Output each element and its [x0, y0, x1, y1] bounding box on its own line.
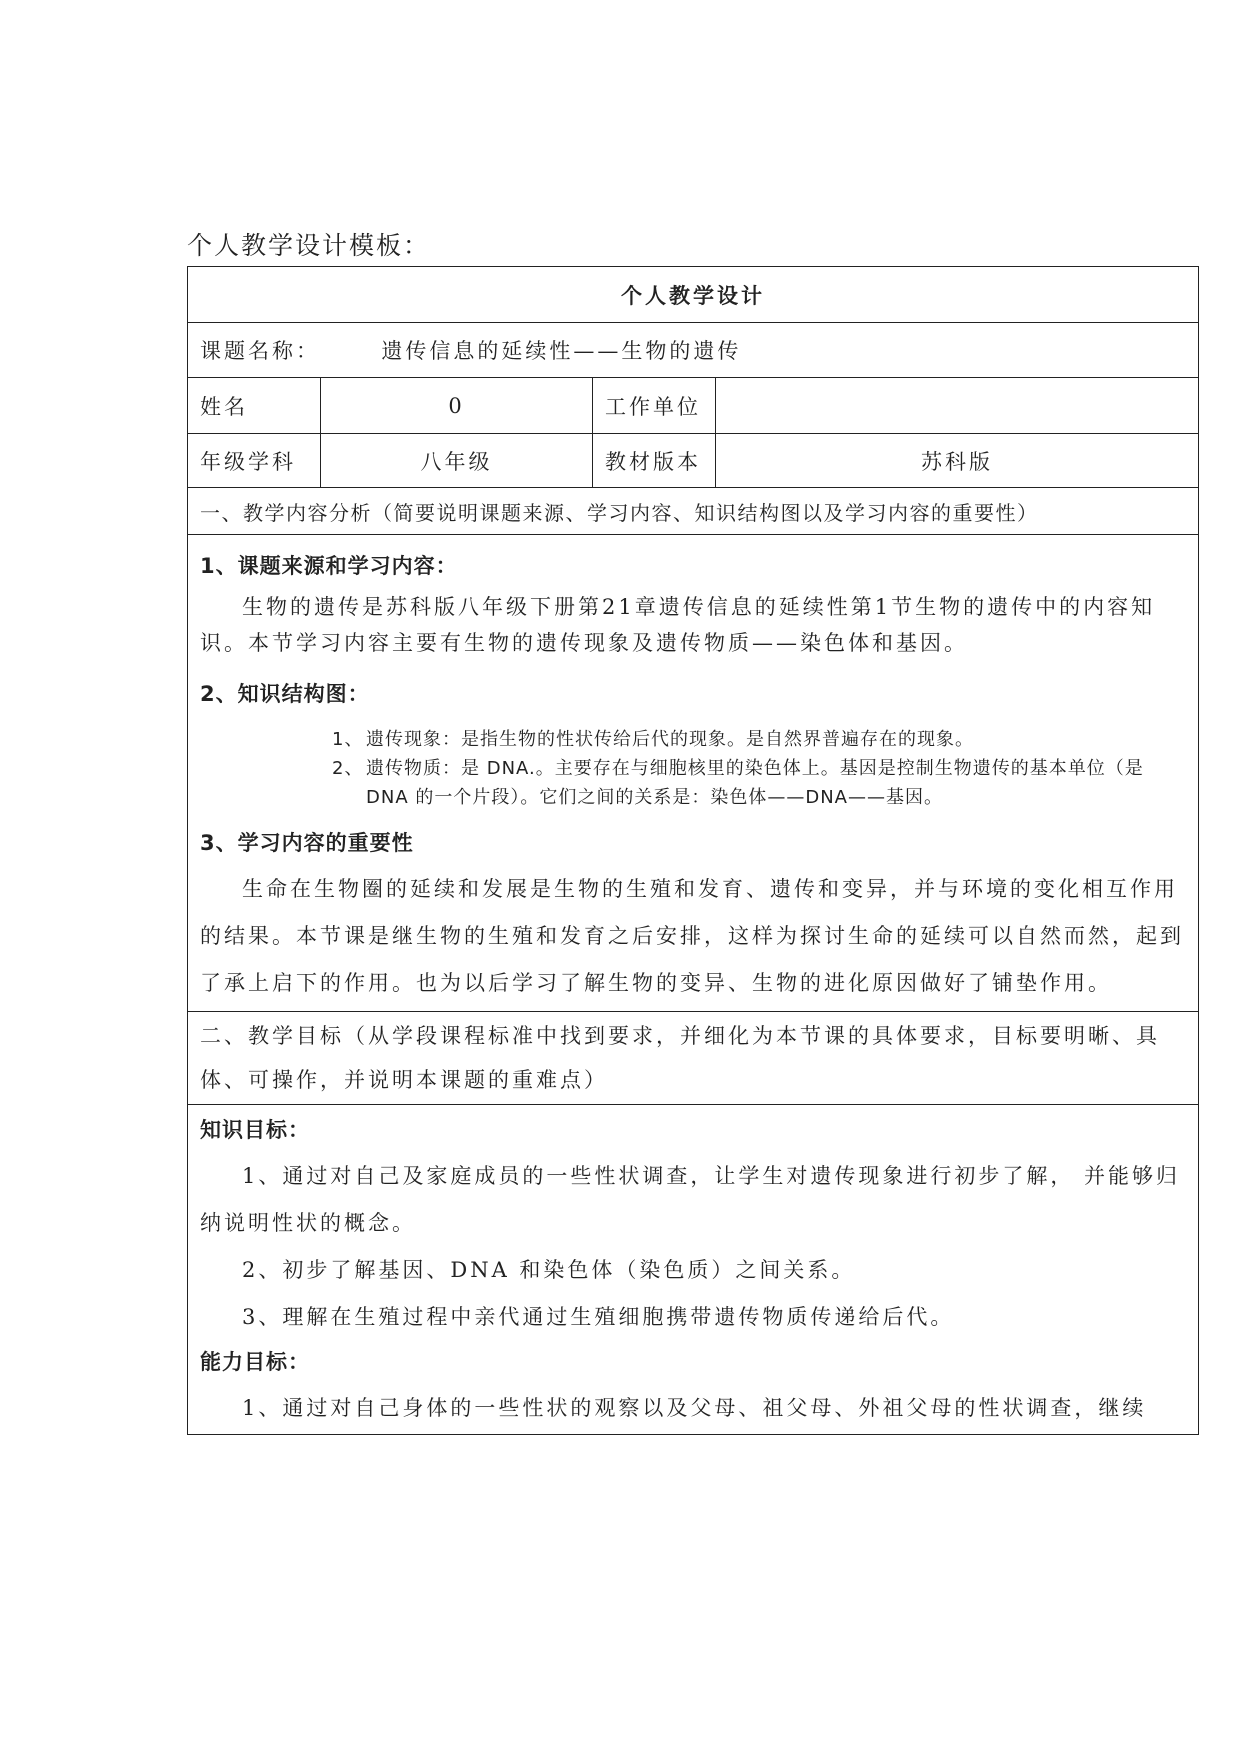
knowledge-structure-list: [332, 725, 1186, 812]
section1-header: 一、教学内容分析（简要说明课题来源、学习内容、知识结构图以及学习内容的重要性）: [188, 488, 1199, 535]
list-item-number: 1、: [332, 729, 364, 750]
ability-goal-item: 1、通过对自己身体的一些性状的观察以及父母、祖父母、外祖父母的性状调查，继续: [242, 1396, 1147, 1420]
work-unit-label: 工作单位: [593, 378, 716, 434]
list-item-text: 遗传现象：是指生物的性状传给后代的现象。是自然界普遍存在的现象。: [366, 729, 974, 750]
table-title: 个人教学设计: [188, 267, 1199, 323]
s1-subheading-source: 1、课题来源和学习内容：: [200, 554, 458, 578]
textbook-value: 苏科版: [716, 434, 1199, 488]
list-item: [332, 725, 1186, 754]
work-unit-value: [716, 378, 1199, 434]
section2-header: 二、教学目标（从学段课程标准中找到要求，并细化为本节课的具体要求，目标要明晰、具体、可操作，并说明本课题的重难点）: [188, 1012, 1199, 1105]
name-label: 姓名: [188, 378, 321, 434]
knowledge-goal-item: 1、通过对自己及家庭成员的一些性状调查，让学生对遗传现象进行初步了解， 并能够归纳说明性状的概念。: [200, 1164, 1181, 1235]
textbook-label: 教材版本: [593, 434, 716, 488]
s1-subheading-importance: 3、学习内容的重要性: [200, 831, 414, 855]
section1-body: [188, 535, 1199, 1012]
s1-paragraph-source: 生物的遗传是苏科版八年级下册第21章遗传信息的延续性第1节生物的遗传中的内容知识。本节学习内容主要有生物的遗传现象及遗传物质——染色体和基因。: [200, 595, 1156, 655]
teaching-design-table: [187, 266, 1199, 1435]
s1-subheading-structure: 2、知识结构图：: [200, 682, 370, 706]
knowledge-goal-item: 3、理解在生殖过程中亲代通过生殖细胞携带遗传物质传递给后代。: [242, 1305, 955, 1329]
topic-value: 遗传信息的延续性——生物的遗传: [381, 339, 742, 363]
name-value: 0: [321, 378, 593, 434]
ability-goal-label: 能力目标：: [200, 1350, 310, 1374]
document-heading: 个人教学设计模板：: [187, 231, 431, 260]
topic-label: 课题名称：: [200, 339, 320, 363]
grade-value: 八年级: [321, 434, 593, 488]
list-item-number: 2、: [332, 758, 364, 779]
knowledge-goal-label: 知识目标：: [200, 1118, 310, 1142]
grade-label: 年级学科: [188, 434, 321, 488]
section2-body: [188, 1105, 1199, 1435]
s1-paragraph-importance: 生命在生物圈的延续和发展是生物的生殖和发育、遗传和变异，并与环境的变化相互作用的结果。本节课是继生物的生殖和发育之后安排，这样为探讨生命的延续可以自然而然，起到了承上启下的作用。也为以后学习了解生物的变异、生物的进化原因做好了铺垫作用。: [200, 877, 1184, 995]
topic-row: [188, 323, 1199, 378]
knowledge-goal-item: 2、初步了解基因、DNA 和染色体（染色质）之间关系。: [242, 1258, 856, 1282]
list-item: [332, 754, 1186, 812]
list-item-text: 遗传物质：是 DNA.。主要存在与细胞核里的染色体上。基因是控制生物遗传的基本单位（是 DNA 的一个片段）。它们之间的关系是：染色体——DNA——基因。: [366, 758, 1144, 808]
